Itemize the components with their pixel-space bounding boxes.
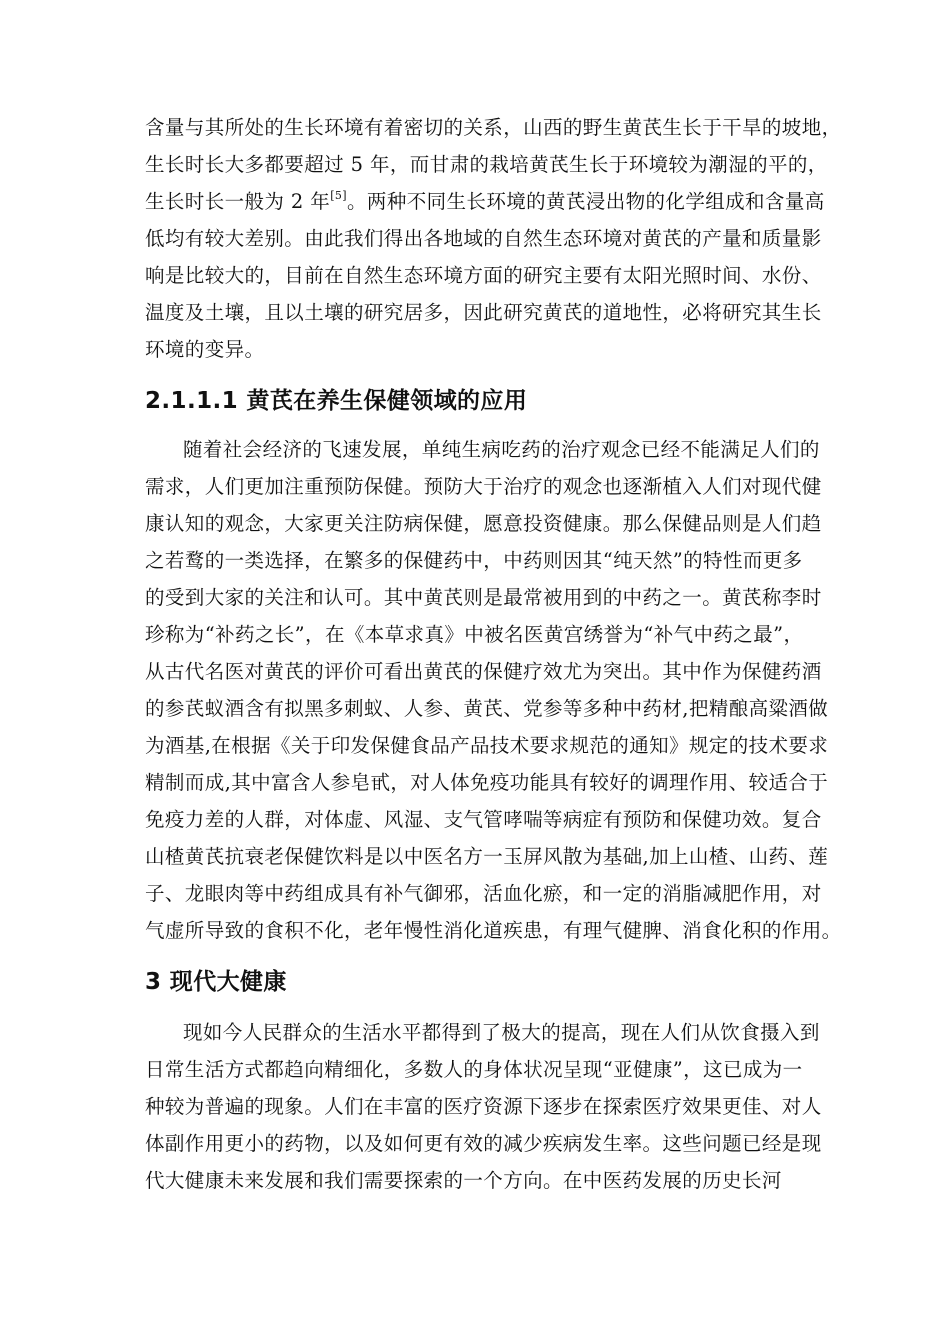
paragraph-line: 含量与其所处的生长环境有着密切的关系，山西的野生黄芪生长于干旱的坡地， [145,116,842,139]
paragraph-line: 气虚所导致的食积不化，老年慢性消化道疾患，有理气健脾、消食化积的作用。 [145,919,842,942]
paragraph-line: 之若鹜的一类选择，在繁多的保健药中，中药则因其“纯天然”的特性而更多 [145,549,803,572]
citation-reference: [5] [330,189,348,202]
paragraph-line: 需求，人们更加注重预防保健。预防大于治疗的观念也逐渐植入人们对现代健 [145,475,822,498]
paragraph-line: 随着社会经济的飞速发展，单纯生病吃药的治疗观念已经不能满足人们的 [183,438,820,461]
paragraph-line: 山楂黄芪抗衰老保健饮料是以中医名方一玉屏风散为基础,加上山楂、山药、莲 [145,845,829,868]
paragraph-line: 珍称为“补药之长”，在《本草求真》中被名医黄宫绣誉为“补气中药之最”， [145,623,804,646]
paragraph-line: 的参芪蚁酒含有拟黑多刺蚁、人参、黄芪、党参等多种中药材,把精酿高粱酒做 [145,697,829,720]
paragraph-line: 的受到大家的关注和认可。其中黄芪则是最常被用到的中药之一。黄芪称李时 [145,586,822,609]
paragraph-line: 从古代名医对黄芪的评价可看出黄芪的保健疗效尤为突出。其中作为保健药酒 [145,660,822,683]
text-run: 。两种不同生长环境的黄芪浸出物的化学组成和含量高 [347,190,825,213]
text-run: 生长时长一般为 2 年 [145,190,331,213]
paragraph-line: 低均有较大差别。由此我们得出各地域的自然生态环境对黄芪的产量和质量影 [145,227,822,250]
paragraph-line: 免疫力差的人群，对体虚、风湿、支气管哮喘等病症有预防和保健功效。复合 [145,808,822,831]
paragraph-line: 种较为普遍的现象。人们在丰富的医疗资源下逐步在探索医疗效果更佳、对人 [145,1095,822,1118]
paragraph-line: 日常生活方式都趋向精细化，多数人的身体状况呈现“亚健康”，这已成为一 [145,1058,803,1081]
paragraph-line: 环境的变异。 [145,338,265,361]
paragraph-line: 生长时长大多都要超过 5 年，而甘肃的栽培黄芪生长于环境较为潮湿的平的， [145,153,828,176]
chapter-heading: 3 现代大健康 [145,969,287,995]
paragraph-line: 康认知的观念，大家更关注防病保健，愿意投资健康。那么保健品则是人们趋 [145,512,822,535]
paragraph-line: 代大健康未来发展和我们需要探索的一个方向。在中医药发展的历史长河 [145,1169,782,1192]
paragraph-line: 子、龙眼肉等中药组成具有补气御邪，活血化瘀，和一定的消脂减肥作用，对 [145,882,822,905]
paragraph-line [145,190,825,214]
paragraph-line: 温度及土壤，且以土壤的研究居多，因此研究黄芪的道地性，必将研究其生长 [145,301,822,324]
paragraph-line: 体副作用更小的药物，以及如何更有效的减少疾病发生率。这些问题已经是现 [145,1132,822,1155]
paragraph-line: 为酒基,在根据《关于印发保健食品产品技术要求规范的通知》规定的技术要求 [145,734,829,757]
paragraph-line: 现如今人民群众的生活水平都得到了极大的提高，现在人们从饮食摄入到 [183,1021,820,1044]
paragraph-line: 精制而成,其中富含人参皂甙，对人体免疫功能具有较好的调理作用、较适合于 [145,771,829,794]
section-heading: 2.1.1.1 黄芪在养生保健领域的应用 [145,388,528,414]
paragraph-line: 响是比较大的，目前在自然生态环境方面的研究主要有太阳光照时间、水份、 [145,264,822,287]
